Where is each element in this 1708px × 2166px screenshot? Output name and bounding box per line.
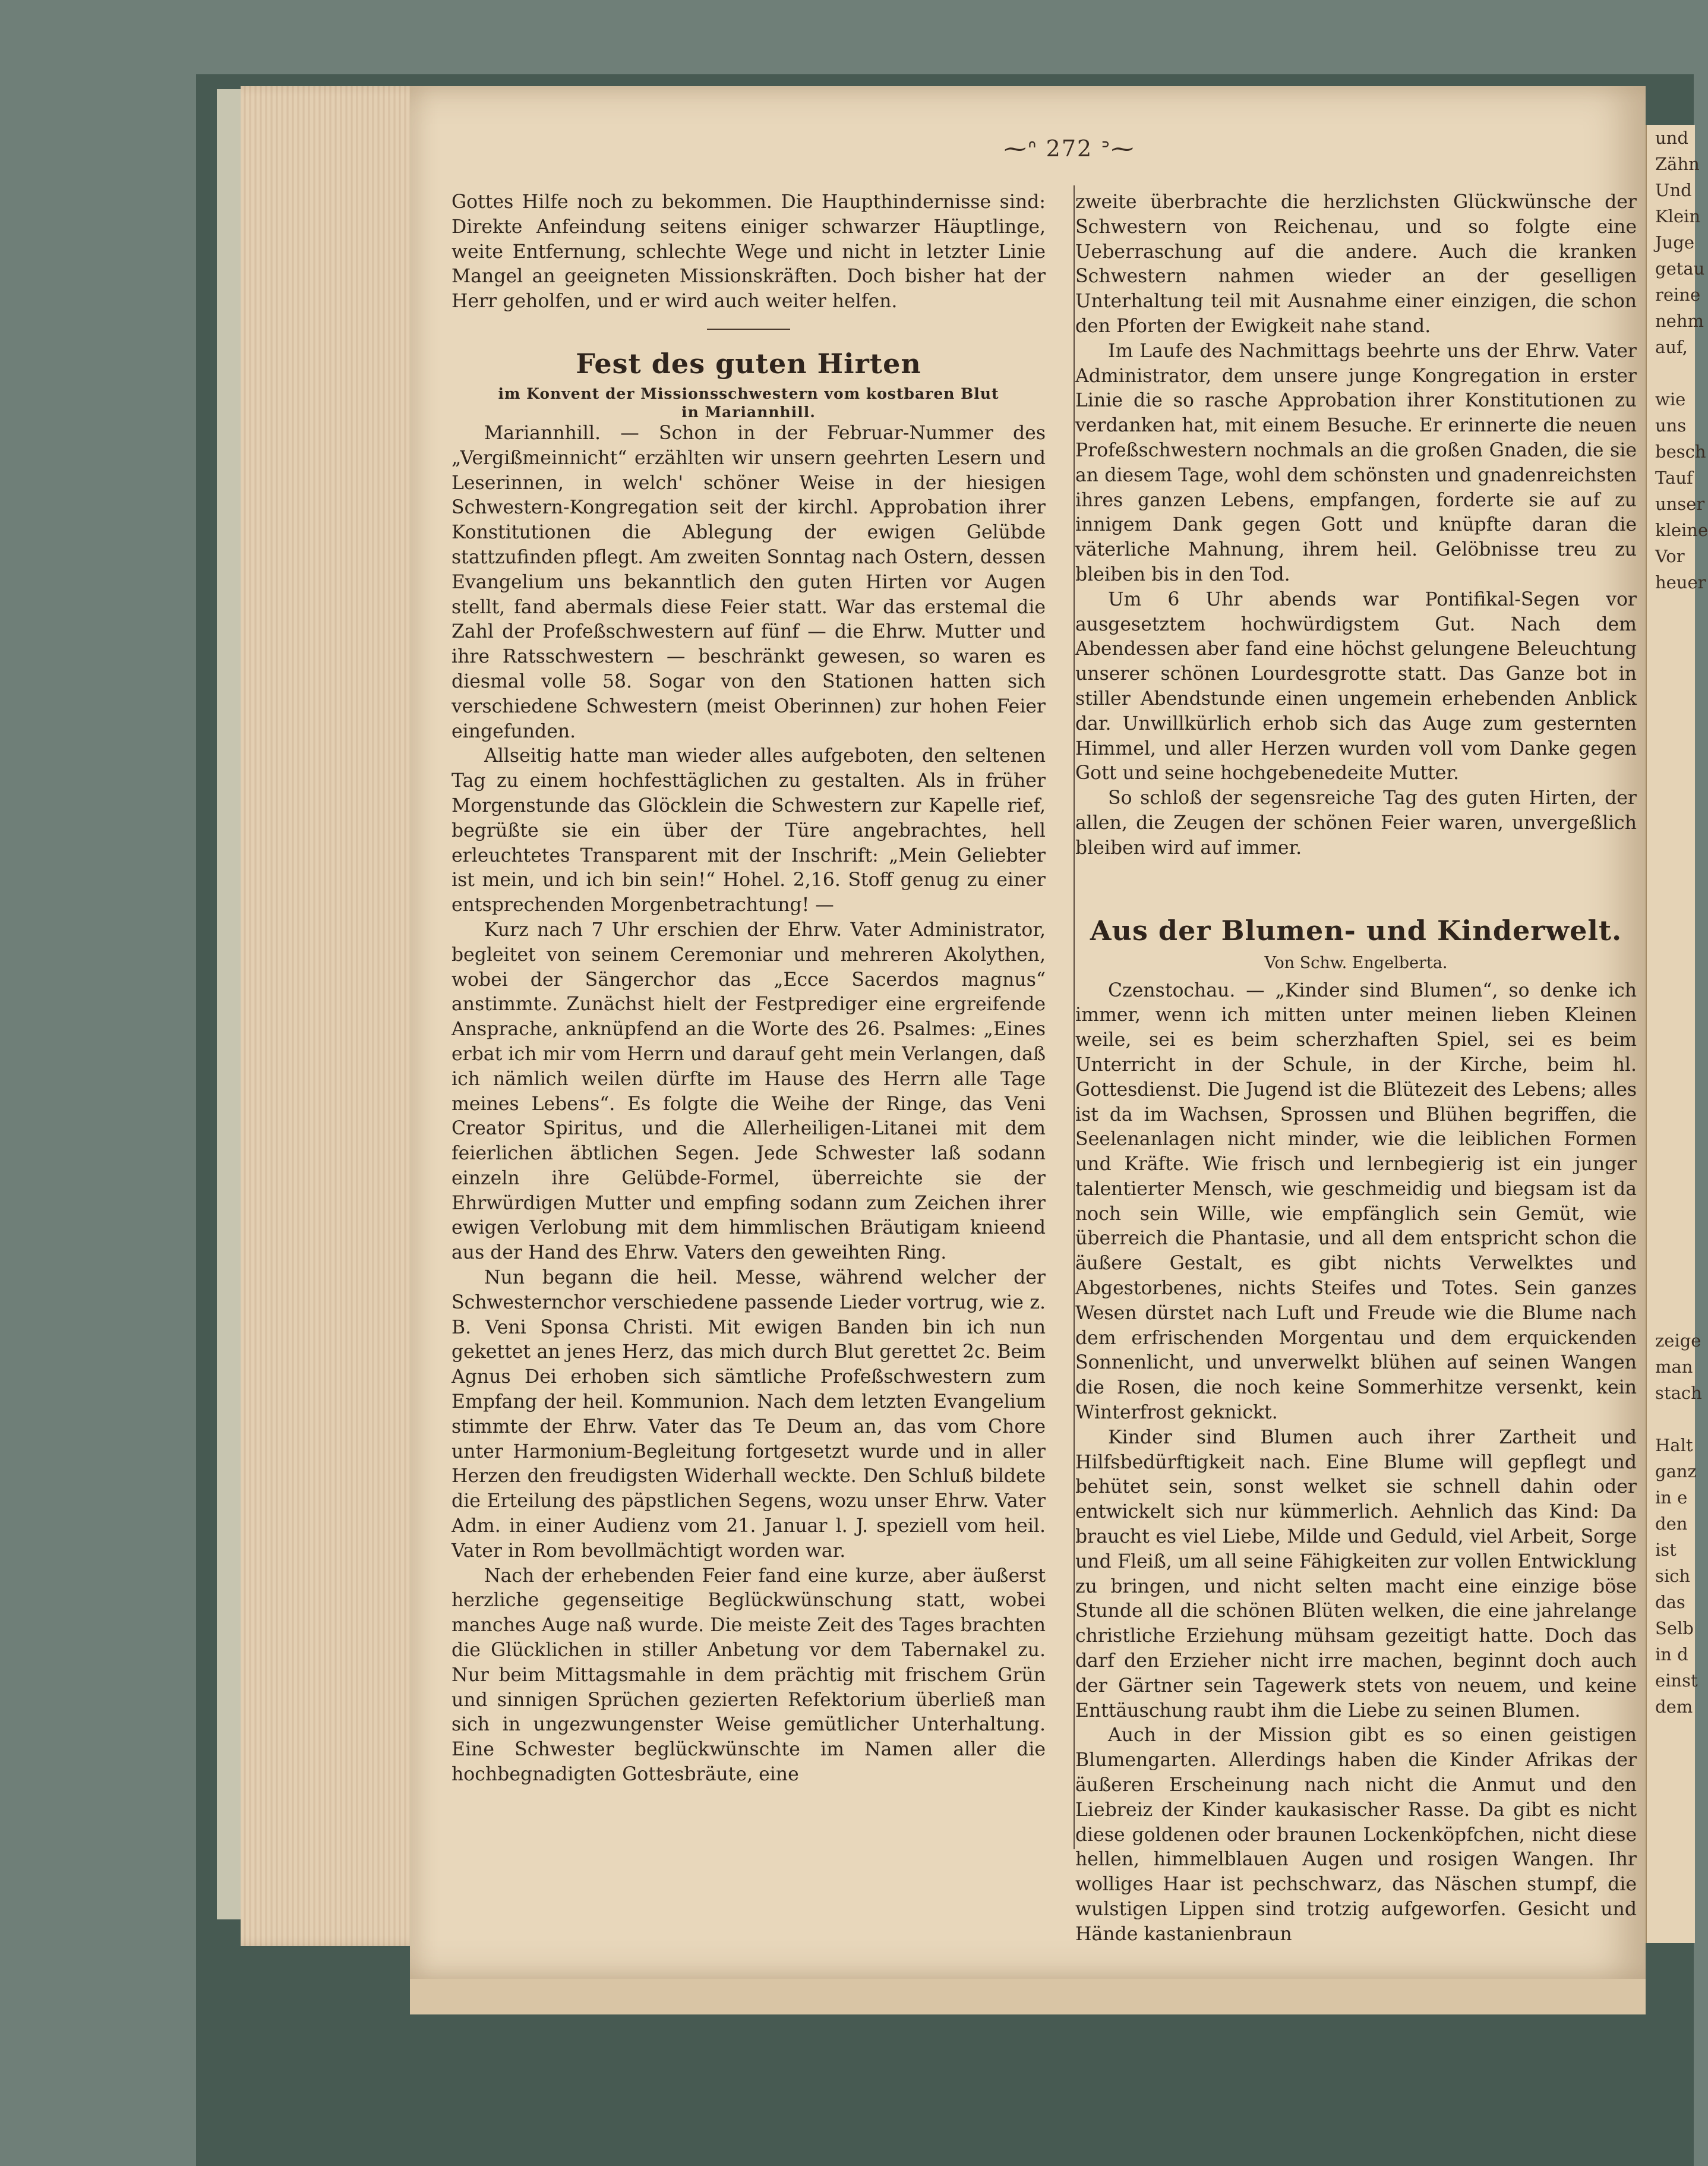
next-page-fragment: zeige	[1655, 1331, 1701, 1351]
page-bottom-edge	[410, 1979, 1646, 2014]
next-page-fragment: sich	[1655, 1566, 1691, 1586]
paragraph: Czenstochau. — „Kinder sind Blumen“, so denke ich immer, wenn ich mitten unter meinen lieben Kleinen weile, sei es beim scherzhaften Spiel, sei es beim Unterricht in der Schule, in der Kirche, beim hl. Gottesdienst. Die Jugend ist die Blütezeit des Lebens; alles ist da im Wachsen, Sprossen und Blühen begriffen, die Seelenanlagen nicht minder, wie die leiblichen Formen und Kräfte. Wie frisch und lernbegierig ist ein junger talentierter Mensch, wie geschmeidig und biegsam ist da noch sein Wille, wie empfänglich sein Gemüt, wie überreich die Phantasie, und all dem entspricht schon die äußere Gestalt, es gibt nichts Verwelktes und Abgestorbenes, nichts Steifes und Totes. Sein ganzes Wesen dürstet nach Luft und Freude wie die Blume nach dem erfrischenden Morgentau und dem erquickenden Sonnenlicht, und unverwelkt blühen auf seinen Wangen die Rosen, die noch keine Sommerhitze versenkt, kein Winterfrost geknickt.	[1075, 979, 1637, 1424]
page-number: 272	[1046, 135, 1093, 162]
next-page-fragment	[1647, 674, 1695, 700]
paragraph: Allseitig hatte man wieder alles aufgeboten, den seltenen Tag zu einem hochfesttäglichen zu gestalten. Als in früher Morgenstunde das Glöcklein die Schwestern zur Kapelle rief, begrüßte sie ein über der Türe angebrachtes, hell erleuchtetes Transparent mit der Inschrift: „Mein Geliebter ist mein, und ich bin sein!“ Hohel. 2,16. Stoff genug zu einer entsprechenden Morgenbetrachtung! —	[452, 745, 1046, 916]
next-page-fragment: und	[1655, 128, 1688, 148]
next-page-fragment	[1647, 1014, 1695, 1040]
paragraph: Kinder sind Blumen auch ihrer Zartheit und Hilfsbedürftigkeit nach. Eine Blume will gepflegt und behütet sein, sonst welket sie schnell dahin oder entwickelt sich nur kümmerlich. Aehnlich das Kind: Da braucht es viel Liebe, Milde und Geduld, viel Arbeit, Sorge und Fleiß, um all seine Fähigkeiten zur vollen Entwicklung zu bringen, und nicht selten macht eine einzige böse Stunde all die schönen Blüten welken, die eine jahrelange christliche Erziehung mühsam gezeitigt hatte. Doch das darf den Erzieher nicht irre machen, beginnt doch auch der Gärtner sein Tagewerk stets von neuem, und keine Enttäuschung raubt ihm die Liebe zu seinen Blumen.	[1075, 1426, 1637, 1722]
page-header	[974, 135, 1164, 162]
next-page-fragment: Tauf	[1655, 468, 1693, 488]
next-page-fragment: man	[1655, 1357, 1693, 1377]
next-page-fragment	[1647, 700, 1695, 726]
paragraph: So schloß der segensreiche Tag des guten Hirten, der allen, die Zeugen der schönen Feier waren, unvergeßlich bleiben wird auf immer.	[1075, 787, 1637, 859]
paragraph: Nach der erhebenden Feier fand eine kurze, aber äußerst herzliche gegenseitige Beglückwünschung statt, wobei manches Auge naß wurde. Die meiste Zeit des Tages brachten die Glücklichen in stiller Anbetung vor dem Tabernakel zu. Nur beim Mittagsmahle in dem prächtig mit frischem Grün und sinnigen Sprüchen gezierten Refektorium überließ man sich in ungezwungenster Weise gemütlicher Unterhaltung. Eine Schwester beglückwünschte im Namen aller die hochbegnadigten Gottesbräute, eine	[452, 1565, 1046, 1786]
next-page-fragment	[1647, 961, 1695, 988]
next-page-fragment	[1647, 883, 1695, 909]
next-page-fragment	[1647, 935, 1695, 961]
next-page-fragment: ist	[1655, 1540, 1677, 1560]
next-page-fragment: Halt	[1655, 1435, 1693, 1455]
column-divider	[1074, 185, 1075, 1849]
next-page-fragment	[1647, 909, 1695, 935]
paragraph: Im Laufe des Nachmittags beehrte uns der Ehrw. Vater Administrator, dem unsere junge Kongregation in erster Linie die so rasche Approbation ihrer Konstitutionen zu verdanken hat, mit einem Besuche. Er erinnerte die neuen Profeßschwestern nochmals an die großen Gnaden, die sie an diesem Tage, wohl dem schönsten und gnadenreichsten ihres ganzen Lebens, empfangen, forderte sie auf zu innigem Dank gegen Gott und knüpfte daran die väterliche Mahnung, ihrem heil. Gelöbnisse treu zu bleiben bis in den Tod.	[1075, 340, 1637, 585]
next-page-fragment: besch	[1655, 442, 1706, 462]
article-byline: Von Schw. Engelberta.	[1264, 953, 1448, 972]
paragraph: Mariannhill. — Schon in der Februar-Nummer des „Vergißmeinnicht“ erzählten wir unsern geehrten Lesern und Leserinnen, in welch' schöner Weise in der hiesigen Schwestern-Kongregation seit der kirchl. Approbation ihrer Konstitutionen die Ablegung der ewigen Gelübde stattzufinden pflegt. Am zweiten Sonntag nach Ostern, dessen Evangelium uns bekanntlich den guten Hirten vor Augen stellt, fand abermals diese Feier statt. War das erstemal die Zahl der Profeßschwestern auf fünf — die Ehrw. Mutter und ihre Ratsschwestern — beschränkt gewesen, so waren es diesmal volle 58. Sogar von den Stationen hatten sich verschiedene Schwestern (meist Oberinnen) zur hohen Feier eingefunden.	[452, 422, 1046, 742]
next-page-fragment	[1647, 648, 1695, 674]
next-page-fragment	[1647, 778, 1695, 805]
header-ornament-right: ᐣ⁓	[1101, 135, 1135, 162]
next-page-fragment	[1647, 831, 1695, 857]
next-page-fragment	[1647, 752, 1695, 778]
paragraph: Nun begann die heil. Messe, während welcher der Schwesternchor verschiedene passende Lieder vortrug, wie z. B. Veni Sponsa Christi. Mit ewigen Banden bin ich nun gekettet an jenes Herz, das mich durch Blut gerettet 2c. Beim Agnus Dei erhoben sich sämtliche Profeßschwestern zum Empfang der heil. Kommunion. Nach dem letzten Evangelium stimmte der Ehrw. Vater das Te Deum an, das vom Chore unter Harmonium-Begleitung fortgesetzt wurde und in aller Herzen den freudigsten Widerhall weckte. Den Schluß bildete die Erteilung des päpstlichen Segens, wozu unser Ehrw. Vater Adm. in einer Audienz vom 21. Januar l. J. speziell vom heil. Vater in Rom bevollmächtigt worden war.	[452, 1267, 1046, 1562]
section-gap	[1075, 861, 1637, 903]
next-page-fragment: Vor	[1655, 546, 1685, 566]
next-page-fragment	[1647, 857, 1695, 883]
next-page-fragment: wie	[1655, 389, 1686, 409]
next-page-edge	[1646, 125, 1708, 1943]
next-page-fragment	[1647, 988, 1695, 1014]
next-page-fragment: kleine	[1655, 520, 1708, 540]
article-title: Fest des guten Hirten	[576, 347, 921, 380]
article-subtitle-location: in Mariannhill.	[681, 403, 816, 421]
paragraph: Auch in der Mission gibt es so einen geistigen Blumengarten. Allerdings haben die Kinder Afrikas der äußeren Erscheinung nach nicht die Anmut und den Liebreiz der Kinder kaukasischer Rasse. Da gibt es nicht diese goldenen oder braunen Lockenköpfchen, nicht diese hellen, himmelblauen Augen und rosigen Wangen. Ihr wolliges Haar ist pechschwarz, das Näschen stumpf, die wulstigen Lippen sind trotzig aufgeworfen. Gesicht und Hände kastanienbraun	[1075, 1724, 1637, 1945]
next-page-fragment: Zähn	[1655, 154, 1700, 174]
next-page-fragment	[1647, 1406, 1695, 1432]
next-page-fragment	[1647, 1301, 1695, 1328]
header-ornament-left: ⁓ᐢ	[1003, 135, 1038, 162]
next-page-fragment: unser	[1655, 494, 1705, 514]
next-page-fragment	[1647, 622, 1695, 648]
next-page-fragment	[1647, 1092, 1695, 1118]
left-column	[452, 190, 1046, 1787]
next-page-fragment: einst	[1655, 1670, 1698, 1691]
next-page-fragment	[1647, 360, 1695, 386]
cover-lining	[217, 89, 244, 1919]
article-subtitle: im Konvent der Missionsschwestern vom kostbaren Blut	[498, 384, 999, 402]
next-page-fragment: Und	[1655, 180, 1692, 200]
next-page-fragment	[1647, 1145, 1695, 1171]
next-page-fragment	[1647, 1223, 1695, 1249]
next-page-fragment	[1647, 726, 1695, 752]
next-page-fragment	[1647, 1171, 1695, 1197]
next-page-fragment	[1647, 1040, 1695, 1066]
next-page-fragment: in e	[1655, 1487, 1688, 1508]
right-column	[1075, 190, 1637, 1947]
next-page-fragment: dem	[1655, 1697, 1693, 1717]
next-page-fragment: Selb	[1655, 1618, 1694, 1638]
page-edges	[241, 86, 425, 1946]
next-page-fragment: nehm	[1655, 311, 1704, 331]
next-page-fragment: stach	[1655, 1383, 1702, 1403]
section-rule	[707, 329, 790, 330]
next-page-fragment	[1647, 1249, 1695, 1275]
next-page-fragment: uns	[1655, 415, 1687, 436]
paragraph: zweite überbrachte die herzlichsten Glückwünsche der Schwestern von Reichenau, und so folgte eine Ueberraschung auf die andere. Auch die kranken Schwestern nahmen wieder an der geselligen Unterhaltung teil mit Ausnahme einer einzigen, die schon den Pforten der Ewigkeit nahe stand.	[1075, 191, 1637, 337]
next-page-fragment	[1647, 1275, 1695, 1301]
next-page-fragment: getau	[1655, 258, 1705, 279]
next-page-fragment: Juge	[1655, 232, 1695, 253]
next-page-fragment	[1647, 1197, 1695, 1223]
article-title: Aus der Blumen- und Kinderwelt.	[1090, 914, 1622, 947]
next-page-fragment: in d	[1655, 1644, 1688, 1664]
next-page-fragment: das	[1655, 1592, 1685, 1612]
next-page-fragment: ganz	[1655, 1461, 1697, 1481]
next-page-fragment: reine	[1655, 285, 1701, 305]
next-page-fragment	[1647, 1118, 1695, 1145]
opening-paragraph: Gottes Hilfe noch zu bekommen. Die Haupthindernisse sind: Direkte Anfeindung seitens einiger schwarzer Häuptlinge, weite Entfernung, schlechte Wege und nicht in letzter Linie Mangel an geeigneten Missionskräften. Doch bisher hat der Herr geholfen, und er wird auch weiter helfen.	[452, 191, 1046, 313]
next-page-fragment	[1647, 595, 1695, 622]
next-page-fragment: Klein	[1655, 206, 1701, 226]
next-page-fragment	[1647, 805, 1695, 831]
next-page-fragment	[1647, 1066, 1695, 1092]
paragraph: Um 6 Uhr abends war Pontifikal-Segen vor ausgesetztem hochwürdigstem Gut. Nach dem Abendessen aber fand eine höchst gelungene Beleuchtung unserer schönen Lourdesgrotte statt. Das Ganze bot in stiller Abendstunde einen ungemein erhebenden Anblick dar. Unwillkürlich erhob sich das Auge zum gesternten Himmel, und aller Herzen wurden voll vom Danke gegen Gott und seine hochgebenedeite Mutter.	[1075, 588, 1637, 784]
next-page-fragment: auf,	[1655, 337, 1688, 357]
paragraph: Kurz nach 7 Uhr erschien der Ehrw. Vater Administrator, begleitet von seinem Ceremoniar und mehreren Akolythen, wobei der Sängerchor das „Ecce Sacerdos magnus“ anstimmte. Zunächst hielt der Festprediger eine ergreifende Ansprache, anknüpfend an die Worte des 26. Psalmes: „Eines erbat ich mir vom Herrn und darauf geht mein Verlangen, daß ich nämlich weilen dürfte im Hause des Herrn alle Tage meines Lebens“. Es folgte die Weihe der Ringe, das Veni Creator Spiritus, und die Allerheiligen-Litanei mit dem feierlichen äbtlichen Segen. Jede Schwester laß sodann einzeln ihre Gelübde-Formel, überreichte sie der Ehrwürdigen Mutter und empfing sodann zum Zeichen ihrer ewigen Verlobung mit dem himmlischen Bräutigam knieend aus der Hand des Ehrw. Vaters den geweihten Ring.	[452, 919, 1046, 1264]
next-page-fragment: den	[1655, 1514, 1688, 1534]
next-page-fragment: heuer	[1655, 572, 1706, 592]
